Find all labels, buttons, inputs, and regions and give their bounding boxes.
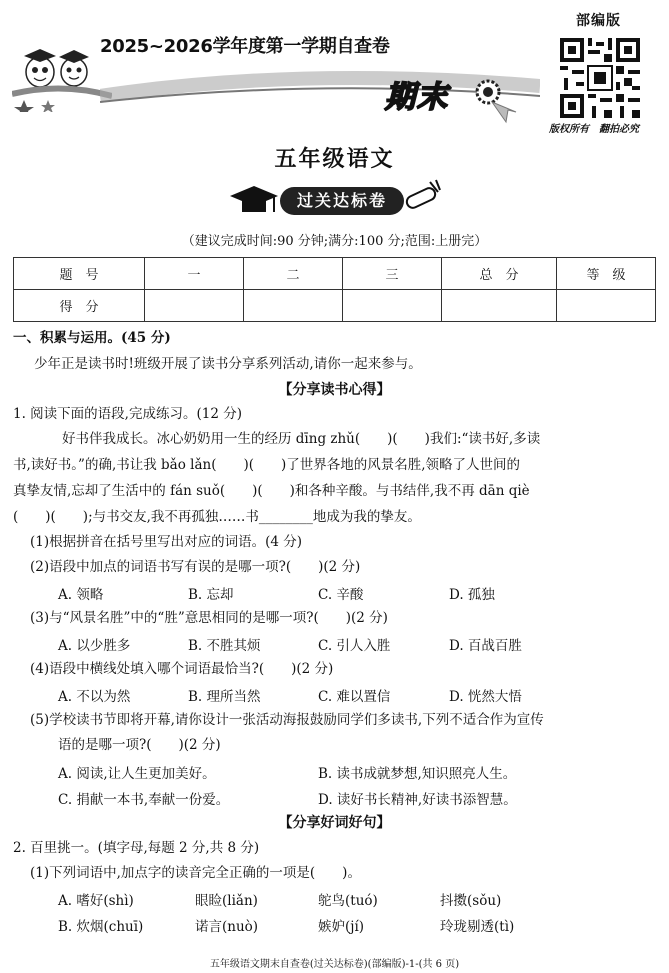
score-cell[interactable] bbox=[145, 290, 244, 322]
option-c[interactable]: C. 捐献一本书,奉献一份爱。 bbox=[58, 792, 230, 808]
option-a[interactable]: A. 嗜好(shì) bbox=[58, 893, 134, 909]
option-c[interactable]: C. 难以置信 bbox=[318, 689, 391, 705]
mascot-illustration bbox=[12, 44, 112, 112]
sub-heading-words: 【分享好词好句】 bbox=[278, 815, 391, 831]
score-header-cell: 二 bbox=[244, 258, 343, 290]
option-d[interactable]: D. 孤独 bbox=[449, 587, 495, 603]
page-footer: 五年级语文期末自查卷(过关达标卷)(部编版)-1-(共 6 页) bbox=[209, 959, 460, 970]
diploma-scroll-icon bbox=[400, 178, 444, 222]
option-a-word: 眼睑(liǎn) bbox=[195, 893, 258, 909]
option-b[interactable]: B. 理所当然 bbox=[188, 689, 261, 705]
question-1-sub5: (5)学校读书节即将开幕,请你设计一张活动海报鼓励同学们多读书,下列不适合作为宣传 bbox=[30, 712, 544, 728]
option-d[interactable]: D. 百战百胜 bbox=[449, 638, 522, 654]
score-header-cell: 等 级 bbox=[557, 258, 656, 290]
option-d[interactable]: D. 读好书长精神,好读书添智慧。 bbox=[318, 792, 517, 808]
score-header-cell: 一 bbox=[145, 258, 244, 290]
option-b[interactable]: B. 炊烟(chuī) bbox=[58, 919, 144, 935]
sub-heading-reading: 【分享读书心得】 bbox=[278, 382, 391, 398]
option-c[interactable]: C. 引人入胜 bbox=[318, 638, 391, 654]
passage-line: 好书伴我成长。冰心奶奶用一生的经历 dīng zhǔ( )( )我们:“读书好,多读 bbox=[62, 431, 541, 447]
edition-label: 部编版 bbox=[576, 13, 621, 29]
option-a[interactable]: A. 不以为然 bbox=[58, 689, 131, 705]
section-title: 一、积累与运用。(45 分) bbox=[13, 330, 171, 346]
grade-subject-title: 五年级语文 bbox=[274, 147, 395, 172]
option-b[interactable]: B. 忘却 bbox=[188, 587, 234, 603]
score-cell[interactable] bbox=[442, 290, 557, 322]
exam-title: 2025~2026学年度第一学期自查卷 bbox=[100, 36, 390, 57]
score-table bbox=[13, 257, 656, 322]
score-cell[interactable] bbox=[244, 290, 343, 322]
question-1-sub2: (2)语段中加点的词语书写有误的是哪一项?( )(2 分) bbox=[30, 559, 361, 575]
option-a-word: 鸵鸟(tuó) bbox=[318, 893, 378, 909]
rosette-icon bbox=[470, 74, 520, 124]
score-row-label: 得 分 bbox=[14, 290, 145, 322]
exam-instructions: （建议完成时间:90 分钟;满分:100 分;范围:上册完） bbox=[181, 234, 488, 249]
passage-line: 真挚友情,忘却了生活中的 fán suǒ( )( )和各种辛酸。与书结伴,我不再 dān qiè bbox=[13, 483, 530, 499]
graduation-cap-icon bbox=[228, 180, 280, 220]
score-table-score-row bbox=[14, 290, 656, 322]
score-cell[interactable] bbox=[557, 290, 656, 322]
option-b-word: 嫉妒(jí) bbox=[318, 919, 365, 935]
option-a-word: 抖擞(sǒu) bbox=[440, 893, 502, 909]
score-header-cell: 总 分 bbox=[442, 258, 557, 290]
score-header-cell: 题 号 bbox=[14, 258, 145, 290]
passage-line: 书,读好书。”的确,书让我 bǎo lǎn( )( )了世界各地的风景名胜,领略了人世间的 bbox=[13, 457, 521, 473]
option-a[interactable]: A. 阅读,让人生更加美好。 bbox=[58, 766, 216, 782]
question-2-stem: 2. 百里挑一。(填字母,每题 2 分,共 8 分) bbox=[13, 840, 260, 856]
option-c[interactable]: C. 辛酸 bbox=[318, 587, 364, 603]
copyright-notice: 版权所有 翻拍必究 bbox=[549, 124, 639, 135]
option-b-word: 玲珑剔透(tì) bbox=[440, 919, 515, 935]
option-a[interactable]: A. 领略 bbox=[58, 587, 104, 603]
option-b[interactable]: B. 读书成就梦想,知识照亮人生。 bbox=[318, 766, 517, 782]
exam-badge: 过关达标卷 bbox=[280, 187, 404, 215]
qr-code-icon bbox=[560, 38, 640, 118]
option-a[interactable]: A. 以少胜多 bbox=[58, 638, 131, 654]
exam-type-label: 期末 bbox=[385, 80, 449, 115]
passage-line: ( )( );与书交友,我不再孤独……书________地成为我的挚友。 bbox=[13, 509, 421, 525]
question-1-sub4: (4)语段中横线处填入哪个词语最恰当?( )(2 分) bbox=[30, 661, 334, 677]
question-1-stem: 1. 阅读下面的语段,完成练习。(12 分) bbox=[13, 406, 242, 422]
question-2-sub1: (1)下列词语中,加点字的读音完全正确的一项是( )。 bbox=[30, 865, 361, 881]
question-1-sub3: (3)与“风景名胜”中的“胜”意思相同的是哪一项?( )(2 分) bbox=[30, 610, 388, 626]
question-1-sub5-cont: 语的是哪一项?( )(2 分) bbox=[58, 737, 221, 753]
score-header-cell: 三 bbox=[343, 258, 442, 290]
question-1-sub1: (1)根据拼音在括号里写出对应的词语。(4 分) bbox=[30, 534, 303, 550]
score-table-header-row bbox=[14, 258, 656, 290]
option-b-word: 诺言(nuò) bbox=[195, 919, 259, 935]
option-d[interactable]: D. 恍然大悟 bbox=[449, 689, 522, 705]
score-cell[interactable] bbox=[343, 290, 442, 322]
section-intro: 少年正是读书时!班级开展了读书分享系列活动,请你一起来参与。 bbox=[34, 356, 422, 372]
option-b[interactable]: B. 不胜其烦 bbox=[188, 638, 261, 654]
